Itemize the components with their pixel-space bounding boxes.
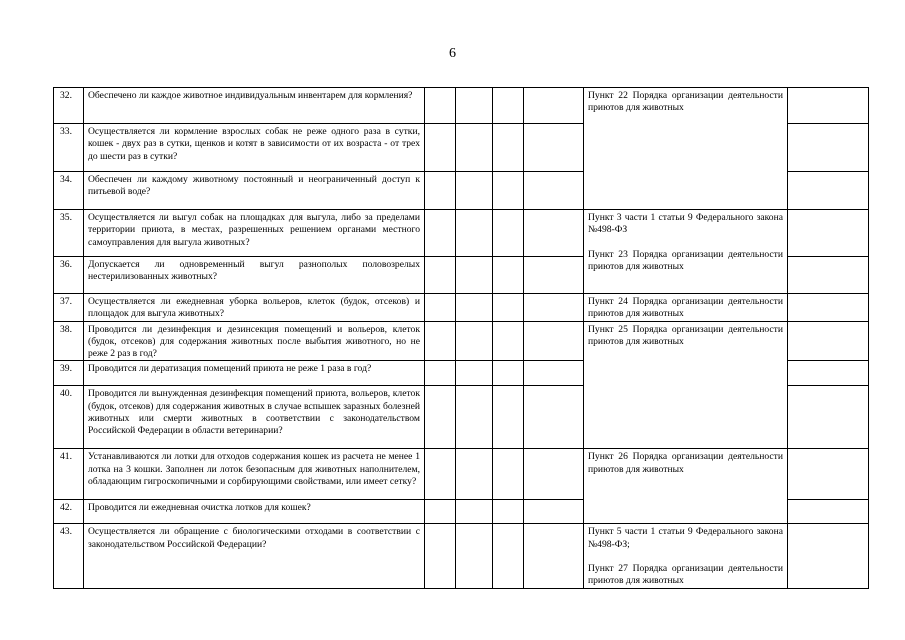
- row-number: 40.: [54, 386, 84, 449]
- row-question: Осуществляется ли выгул собак на площадках для выгула, либо за пределами территории приюта, в местах, разрешенных решением органами местного самоуправления для выгула животных?: [84, 210, 425, 257]
- answer-cell[interactable]: [456, 361, 493, 386]
- answer-cell[interactable]: [524, 88, 584, 124]
- note-cell[interactable]: [788, 449, 869, 500]
- note-cell[interactable]: [788, 361, 869, 386]
- answer-cell[interactable]: [456, 172, 493, 210]
- note-cell[interactable]: [788, 524, 869, 588]
- row-question: Осуществляется ли кормление взрослых собак не реже одного раза в сутки, кошек - двух раз в сутки, щенков и котят в зависимости от их возраста - от трех до шести раз в сутки?: [84, 124, 425, 172]
- answer-cell[interactable]: [493, 210, 524, 257]
- row-question: Устанавливаются ли лотки для отходов содержания кошек из расчета не менее 1 лотка на 3 кошки. Заполнен ли лоток безопасным для животных наполнителем, обладающим гигроскопичными и сорбирующими свойствами, или имеет сетку?: [84, 449, 425, 500]
- answer-cell[interactable]: [524, 257, 584, 294]
- row-number: 37.: [54, 294, 84, 322]
- answer-cell[interactable]: [493, 500, 524, 524]
- answer-cell[interactable]: [493, 257, 524, 294]
- legal-reference-order: Пункт 27 Порядка организации деятельности приютов для животных: [588, 563, 783, 587]
- answer-cell[interactable]: [524, 500, 584, 524]
- legal-reference-law: Пункт 3 части 1 статьи 9 Федерального закона №498-ФЗ: [588, 212, 783, 236]
- answer-cell[interactable]: [456, 210, 493, 257]
- answer-cell[interactable]: [493, 449, 524, 500]
- answer-cell[interactable]: [493, 524, 524, 588]
- answer-cell[interactable]: [425, 294, 456, 322]
- note-cell[interactable]: [788, 124, 869, 172]
- answer-cell[interactable]: [493, 386, 524, 449]
- answer-cell[interactable]: [425, 210, 456, 257]
- answer-cell[interactable]: [425, 361, 456, 386]
- page-number: 6: [449, 46, 456, 61]
- table-row: [54, 210, 869, 257]
- note-cell[interactable]: [788, 257, 869, 294]
- legal-reference-order: Пункт 23 Порядка организации деятельности приютов для животных: [588, 248, 783, 272]
- answer-cell[interactable]: [425, 500, 456, 524]
- answer-cell[interactable]: [425, 321, 456, 361]
- answer-cell[interactable]: [524, 386, 584, 449]
- answer-cell[interactable]: [493, 294, 524, 322]
- row-question: Проводится ли ежедневная очистка лотков для кошек?: [84, 500, 425, 524]
- row-question: Проводится ли вынужденная дезинфекция помещений приюта, вольеров, клеток (будок, отсеков) для содержания животных в случае вспышек заразных болезней животных или смерти животных в соответствии с законодательством Российской Федерации в области ветеринарии?: [84, 386, 425, 449]
- answer-cell[interactable]: [524, 524, 584, 588]
- answer-cell[interactable]: [456, 500, 493, 524]
- note-cell[interactable]: [788, 88, 869, 124]
- answer-cell[interactable]: [425, 172, 456, 210]
- answer-cell[interactable]: [493, 321, 524, 361]
- answer-cell[interactable]: [456, 124, 493, 172]
- note-cell[interactable]: [788, 294, 869, 322]
- answer-cell[interactable]: [493, 88, 524, 124]
- row-number: 35.: [54, 210, 84, 257]
- answer-cell[interactable]: [524, 294, 584, 322]
- answer-cell[interactable]: [425, 524, 456, 588]
- row-number: 42.: [54, 500, 84, 524]
- row-question: Осуществляется ли ежедневная уборка вольеров, клеток (будок, отсеков) и площадок для выгула животных?: [84, 294, 425, 322]
- row-question: Обеспечено ли каждое животное индивидуальным инвентарем для кормления?: [84, 88, 425, 124]
- row-question: Обеспечен ли каждому животному постоянный и неограниченный доступ к питьевой воде?: [84, 172, 425, 210]
- note-cell[interactable]: [788, 321, 869, 361]
- table-row: [54, 88, 869, 124]
- table-row: [54, 524, 869, 588]
- answer-cell[interactable]: [456, 294, 493, 322]
- checklist-table: [53, 87, 869, 589]
- answer-cell[interactable]: [425, 386, 456, 449]
- note-cell[interactable]: [788, 172, 869, 210]
- legal-reference: Пункт 26 Порядка организации деятельности приютов для животных: [584, 449, 788, 524]
- row-number: 32.: [54, 88, 84, 124]
- answer-cell[interactable]: [524, 321, 584, 361]
- answer-cell[interactable]: [456, 257, 493, 294]
- answer-cell[interactable]: [456, 449, 493, 500]
- note-cell[interactable]: [788, 210, 869, 257]
- answer-cell[interactable]: [524, 210, 584, 257]
- answer-cell[interactable]: [524, 449, 584, 500]
- answer-cell[interactable]: [425, 88, 456, 124]
- answer-cell[interactable]: [524, 172, 584, 210]
- legal-reference: Пункт 22 Порядка организации деятельности приютов для животных: [584, 88, 788, 210]
- answer-cell[interactable]: [456, 386, 493, 449]
- answer-cell[interactable]: [456, 88, 493, 124]
- legal-reference: Пункт 25 Порядка организации деятельности приютов для животных: [584, 321, 788, 449]
- answer-cell[interactable]: [493, 172, 524, 210]
- answer-cell[interactable]: [456, 321, 493, 361]
- note-cell[interactable]: [788, 386, 869, 449]
- row-number: 41.: [54, 449, 84, 500]
- answer-cell[interactable]: [425, 257, 456, 294]
- row-number: 34.: [54, 172, 84, 210]
- legal-reference-law: Пункт 5 части 1 статьи 9 Федерального закона №498-ФЗ;: [588, 526, 783, 550]
- answer-cell[interactable]: [524, 124, 584, 172]
- note-cell[interactable]: [788, 500, 869, 524]
- legal-reference: Пункт 24 Порядка организации деятельности приютов для животных: [584, 294, 788, 322]
- row-number: 36.: [54, 257, 84, 294]
- answer-cell[interactable]: [425, 124, 456, 172]
- legal-reference: [584, 210, 788, 294]
- answer-cell[interactable]: [425, 449, 456, 500]
- row-number: 39.: [54, 361, 84, 386]
- row-question: Проводится ли дезинфекция и дезинсекция помещений и вольеров, клеток (будок, отсеков) для содержания животных после выбытия животного, но не реже 2 раз в год?: [84, 321, 425, 361]
- answer-cell[interactable]: [524, 361, 584, 386]
- table-row: [54, 294, 869, 322]
- row-number: 33.: [54, 124, 84, 172]
- table-row: [54, 449, 869, 500]
- table-row: [54, 321, 869, 361]
- answer-cell[interactable]: [493, 361, 524, 386]
- row-question: Допускается ли одновременный выгул разнополых половозрелых нестерилизованных животных?: [84, 257, 425, 294]
- answer-cell[interactable]: [456, 524, 493, 588]
- row-question: Проводится ли дератизация помещений приюта не реже 1 раза в год?: [84, 361, 425, 386]
- row-number: 43.: [54, 524, 84, 588]
- row-question: Осуществляется ли обращение с биологическими отходами в соответствии с законодательством Российской Федерации?: [84, 524, 425, 588]
- answer-cell[interactable]: [493, 124, 524, 172]
- row-number: 38.: [54, 321, 84, 361]
- legal-reference: [584, 524, 788, 588]
